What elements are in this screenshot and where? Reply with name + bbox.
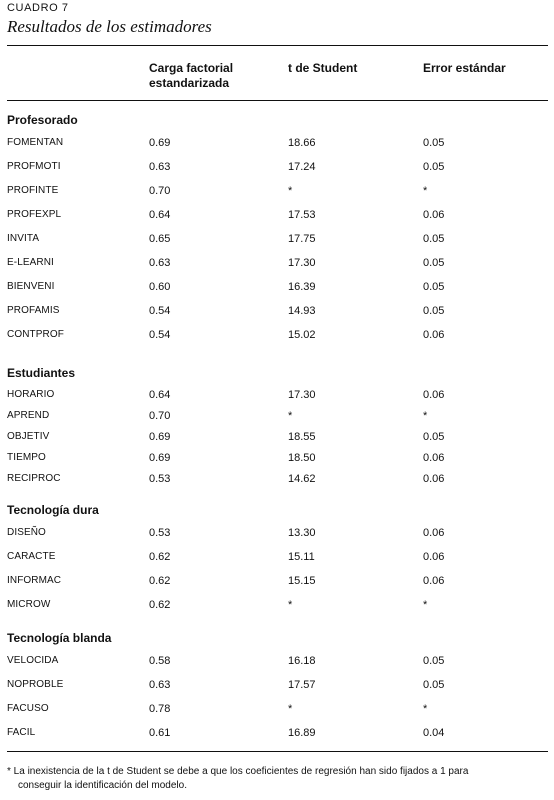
t-student-value: 16.39 [288,281,316,293]
carga-factorial-value: 0.60 [149,281,171,293]
variable-name: CONTPROF [7,329,64,340]
error-estandar-value: 0.05 [423,655,445,667]
error-estandar-value: 0.04 [423,727,445,739]
table-row [0,431,554,447]
t-student-value: 17.24 [288,161,316,173]
error-estandar-value: 0.06 [423,551,445,563]
variable-name: TIEMPO [7,452,46,463]
carga-factorial-value: 0.70 [149,185,171,197]
t-student-value: 15.02 [288,329,316,341]
variable-name: PROFINTE [7,185,59,196]
variable-name: RECIPROC [7,473,61,484]
variable-name: E-LEARNI [7,257,54,268]
table-row [0,329,554,345]
table-row [0,551,554,567]
variable-name: OBJETIV [7,431,50,442]
header-error-estandar: Error estándar [423,61,506,75]
t-student-value: 18.66 [288,137,316,149]
variable-name: DISEÑO [7,527,46,538]
variable-name: BIENVENI [7,281,55,292]
carga-factorial-value: 0.63 [149,161,171,173]
error-estandar-value: 0.05 [423,431,445,443]
carga-factorial-value: 0.64 [149,389,171,401]
t-student-value: 15.15 [288,575,316,587]
t-student-value: 14.93 [288,305,316,317]
carga-factorial-value: 0.58 [149,655,171,667]
carga-factorial-value: 0.65 [149,233,171,245]
t-student-value: 17.30 [288,389,316,401]
error-estandar-value: 0.05 [423,137,445,149]
table-row [0,161,554,177]
variable-name: MICROW [7,599,51,610]
table-row [0,655,554,671]
t-student-value: 18.55 [288,431,316,443]
error-estandar-value: 0.05 [423,305,445,317]
t-student-value: 17.57 [288,679,316,691]
variable-name: PROFAMIS [7,305,60,316]
variable-name: VELOCIDA [7,655,59,666]
carga-factorial-value: 0.53 [149,527,171,539]
error-estandar-value: * [423,185,428,197]
table-row [0,410,554,426]
t-student-value: 17.53 [288,209,316,221]
carga-factorial-value: 0.54 [149,305,171,317]
t-student-value: 16.89 [288,727,316,739]
t-student-value: * [288,599,293,611]
variable-name: FACIL [7,727,36,738]
footnote [7,765,548,793]
error-estandar-value: 0.06 [423,575,445,587]
caption-title: Resultados de los estimadores [7,17,212,36]
header-carga-line1: Carga factorial [149,61,234,75]
carga-factorial-value: 0.62 [149,599,171,611]
table-row [0,473,554,489]
table-row [0,305,554,321]
bottom-rule [7,751,548,752]
table-row [0,257,554,273]
table-row [0,389,554,405]
error-estandar-value: 0.05 [423,281,445,293]
t-student-value: 14.62 [288,473,316,485]
table-row [0,281,554,297]
error-estandar-value: 0.06 [423,389,445,401]
error-estandar-value: 0.05 [423,161,445,173]
error-estandar-value: * [423,599,428,611]
table-row [0,137,554,153]
carga-factorial-value: 0.53 [149,473,171,485]
section-title: Profesorado [7,113,78,127]
t-student-value: 16.18 [288,655,316,667]
carga-factorial-value: 0.62 [149,551,171,563]
caption-label: CUADRO 7 [7,2,69,14]
section-title: Tecnología dura [7,503,99,517]
t-student-value: 18.50 [288,452,316,464]
header-rule [7,100,548,101]
error-estandar-value: 0.06 [423,452,445,464]
carga-factorial-value: 0.69 [149,431,171,443]
table-row [0,233,554,249]
carga-factorial-value: 0.62 [149,575,171,587]
variable-name: CARACTE [7,551,56,562]
carga-factorial-value: 0.63 [149,679,171,691]
header-t-student: t de Student [288,61,358,75]
variable-name: APREND [7,410,50,421]
error-estandar-value: 0.05 [423,679,445,691]
error-estandar-value: * [423,410,428,422]
table-row [0,703,554,719]
footnote-line2: conseguir la identificación del modelo. [18,780,187,791]
carga-factorial-value: 0.70 [149,410,171,422]
table-row [0,209,554,225]
table-row [0,599,554,615]
t-student-value: * [288,185,293,197]
table-row [0,185,554,201]
footnote-line1: * La inexistencia de la t de Student se debe a que los coeficientes de regresión han sido fijados a 1 para [7,766,469,777]
t-student-value: 13.30 [288,527,316,539]
variable-name: PROFEXPL [7,209,62,220]
variable-name: PROFMOTI [7,161,61,172]
carga-factorial-value: 0.78 [149,703,171,715]
carga-factorial-value: 0.69 [149,137,171,149]
t-student-value: * [288,410,293,422]
t-student-value: 15.11 [288,551,315,563]
t-student-value: * [288,703,293,715]
carga-factorial-value: 0.54 [149,329,171,341]
error-estandar-value: 0.06 [423,473,445,485]
carga-factorial-value: 0.64 [149,209,171,221]
variable-name: FACUSO [7,703,49,714]
error-estandar-value: 0.05 [423,233,445,245]
error-estandar-value: 0.05 [423,257,445,269]
table-row [0,679,554,695]
variable-name: HORARIO [7,389,55,400]
top-rule [7,45,548,46]
header-carga-factorial [149,61,233,91]
section-title: Estudiantes [7,366,76,380]
variable-name: INVITA [7,233,40,244]
carga-factorial-value: 0.69 [149,452,171,464]
error-estandar-value: 0.06 [423,527,445,539]
t-student-value: 17.30 [288,257,316,269]
error-estandar-value: 0.06 [423,329,445,341]
t-student-value: 17.75 [288,233,316,245]
table-row [0,527,554,543]
variable-name: NOPROBLE [7,679,64,690]
error-estandar-value: 0.06 [423,209,445,221]
section-title: Tecnología blanda [7,631,112,645]
table-row [0,452,554,468]
error-estandar-value: * [423,703,428,715]
table-row [0,575,554,591]
variable-name: INFORMAC [7,575,62,586]
variable-name: FOMENTAN [7,137,64,148]
carga-factorial-value: 0.61 [149,727,171,739]
table-row [0,727,554,743]
carga-factorial-value: 0.63 [149,257,171,269]
header-carga-line2: estandarizada [149,76,230,90]
